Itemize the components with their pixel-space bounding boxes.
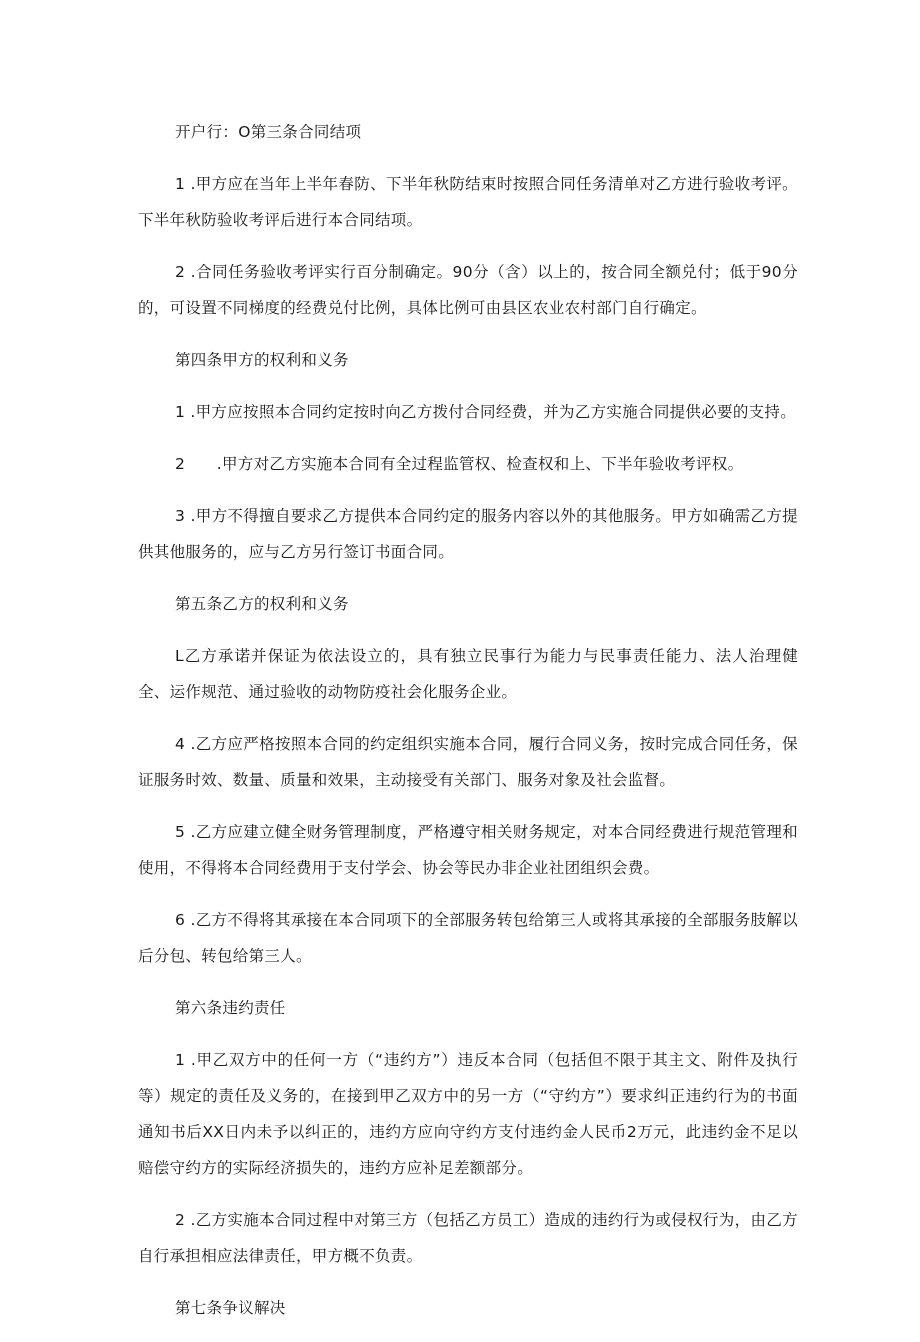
article4-item2: 2 .甲方对乙方实施本合同有全过程监管权、检查权和上、下半年验收考评权。	[175, 455, 744, 473]
article4-heading: 第四条甲方的权利和义务	[175, 351, 349, 369]
article5-item6: 6 .乙方不得将其承接在本合同项下的全部服务转包给第三人或将其承接的全部服务肢解以后分包、转包给第三人。	[138, 911, 798, 965]
article3-item1: 1 .甲方应在当年上半年春防、下半年秋防结束时按照合同任务清单对乙方进行验收考评。下半年秋防验收考评后进行本合同结项。	[138, 175, 798, 229]
article5-item1: L乙方承诺并保证为依法设立的，具有独立民事行为能力与民事责任能力、法人治理健全、运作规范、通过验收的动物防疫社会化服务企业。	[138, 647, 798, 701]
article7-heading: 第七条争议解决	[175, 1299, 286, 1317]
bank-line: 开户行：O第三条合同结项	[175, 123, 362, 141]
article4-item3: 3 .甲方不得擅自要求乙方提供本合同约定的服务内容以外的其他服务。甲方如确需乙方提供其他服务的，应与乙方另行签订书面合同。	[138, 507, 798, 561]
article5-heading: 第五条乙方的权利和义务	[175, 595, 349, 613]
article5-item5: 5 .乙方应建立健全财务管理制度，严格遵守相关财务规定，对本合同经费进行规范管理和使用，不得将本合同经费用于支付学会、协会等民办非企业社团组织会费。	[138, 823, 798, 877]
article6-item1: 1 .甲乙双方中的任何一方（“违约方”）违反本合同（包括但不限于其主文、附件及执行等）规定的责任及义务的，在接到甲乙双方中的另一方（“守约方”）要求纠正违约行为的书面通知书后XX日内未予以纠正的，违约方应向守约方支付违约金人民币2万元，此违约金不足以赔偿守约方的实际经济损失的，违约方应补足差额部分。	[138, 1051, 798, 1177]
article3-item2: 2 .合同任务验收考评实行百分制确定。90分（含）以上的，按合同全额兑付；低于90分的，可设置不同梯度的经费兑付比例，具体比例可由县区农业农村部门自行确定。	[138, 263, 798, 317]
article6-heading: 第六条违约责任	[175, 999, 286, 1017]
article4-item1: 1 .甲方应按照本合同约定按时向乙方拨付合同经费，并为乙方实施合同提供必要的支持。	[175, 403, 797, 421]
article6-item2: 2 .乙方实施本合同过程中对第三方（包括乙方员工）造成的违约行为或侵权行为，由乙方自行承担相应法律责任，甲方概不负责。	[138, 1211, 798, 1265]
article5-item4: 4 .乙方应严格按照本合同的约定组织实施本合同，履行合同义务，按时完成合同任务，保证服务时效、数量、质量和效果，主动接受有关部门、服务对象及社会监督。	[138, 735, 798, 789]
document-page	[138, 114, 798, 1342]
